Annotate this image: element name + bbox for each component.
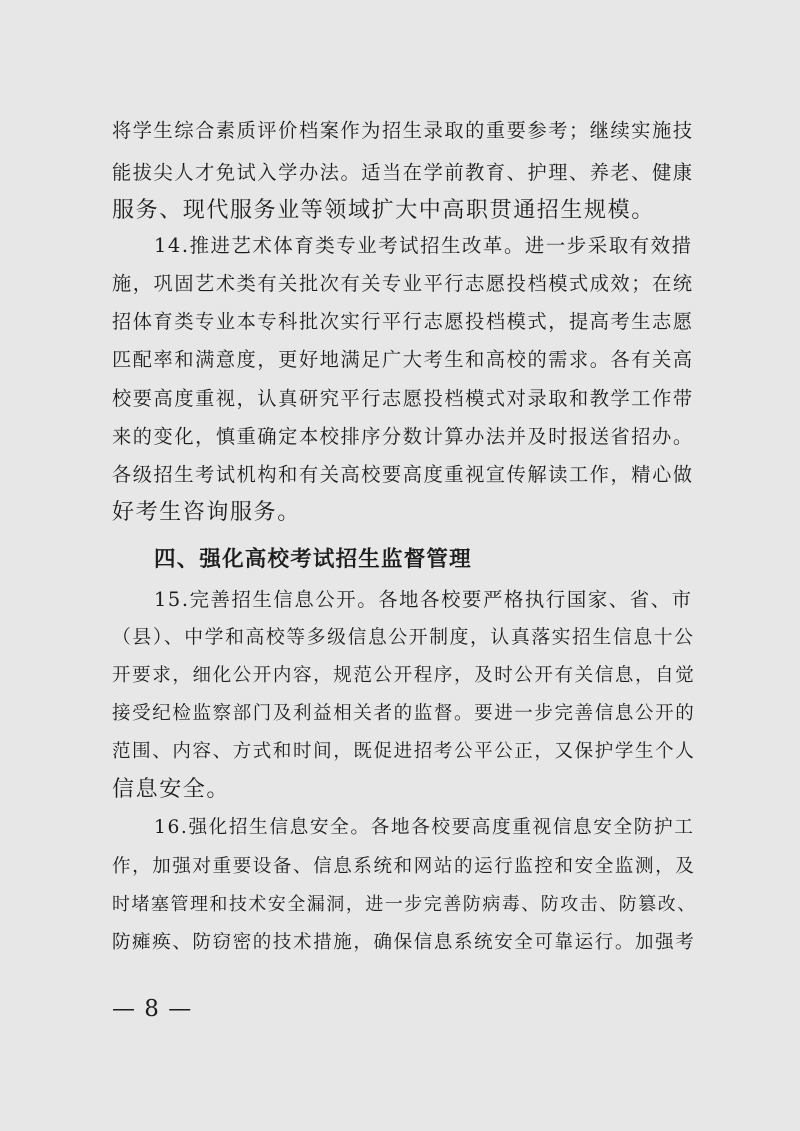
text-line: 好考生咨询服务。	[112, 500, 301, 525]
text-line: 时堵塞管理和技术安全漏洞，进一步完善防病毒、防攻击、防篡改、	[112, 894, 697, 915]
text-line: 开要求，细化公开内容，规范公开程序，及时公开有关信息，自觉	[112, 665, 696, 686]
text-line: 校要高度重视，认真研究平行志愿投档模式对录取和教学工作带	[112, 387, 694, 410]
text-line: 接受纪检监察部门及利益相关者的监督。要进一步完善信息公开的	[112, 703, 696, 724]
text-line: 15.完善招生信息公开。各地各校要严格执行国家、省、市	[154, 588, 693, 611]
section-heading: 四、强化高校考试招生监督管理	[154, 547, 472, 572]
text-line: （县）、中学和高校等多级信息公开制度，认真落实招生信息十公	[112, 627, 695, 648]
page-number: — 8 —	[112, 996, 193, 1022]
text-line: 招体育类专业本专科批次实行平行志愿投档模式，提高考生志愿	[112, 310, 694, 333]
text-line: 防瘫痪、防窃密的技术措施，确保信息系统安全可靠运行。加强考	[112, 932, 696, 953]
text-line: 作，加强对重要设备、信息系统和网站的运行监控和安全监测，及	[112, 856, 696, 877]
text-line: 将学生综合素质评价档案作为招生录取的重要参考；继续实施技	[112, 119, 694, 142]
text-line: 匹配率和满意度，更好地满足广大考生和高校的需求。各有关高	[112, 348, 694, 371]
text-line: 来的变化，慎重确定本校排序分数计算办法并及时报送省招办。	[112, 425, 694, 448]
text-line: 16.强化招生信息安全。各地各校要高度重视信息安全防护工	[154, 817, 695, 838]
text-line: 各级招生考试机构和有关高校要高度重视宣传解读工作，精心做	[112, 463, 694, 486]
text-line: 服务、现代服务业等领域扩大中高职贯通招生规模。	[112, 198, 655, 223]
text-line: 能拔尖人才免试入学办法。适当在学前教育、护理、养老、健康	[112, 161, 694, 184]
text-line: 14.推进艺术体育类专业考试招生改革。进一步采取有效措	[154, 234, 693, 257]
text-line: 范围、内容、方式和时间，既促进招考公平公正，又保护学生个人	[112, 741, 696, 762]
text-line: 施，巩固艺术类有关批次有关专业平行志愿投档模式成效；在统	[112, 272, 694, 295]
text-line: 信息安全。	[112, 777, 231, 802]
